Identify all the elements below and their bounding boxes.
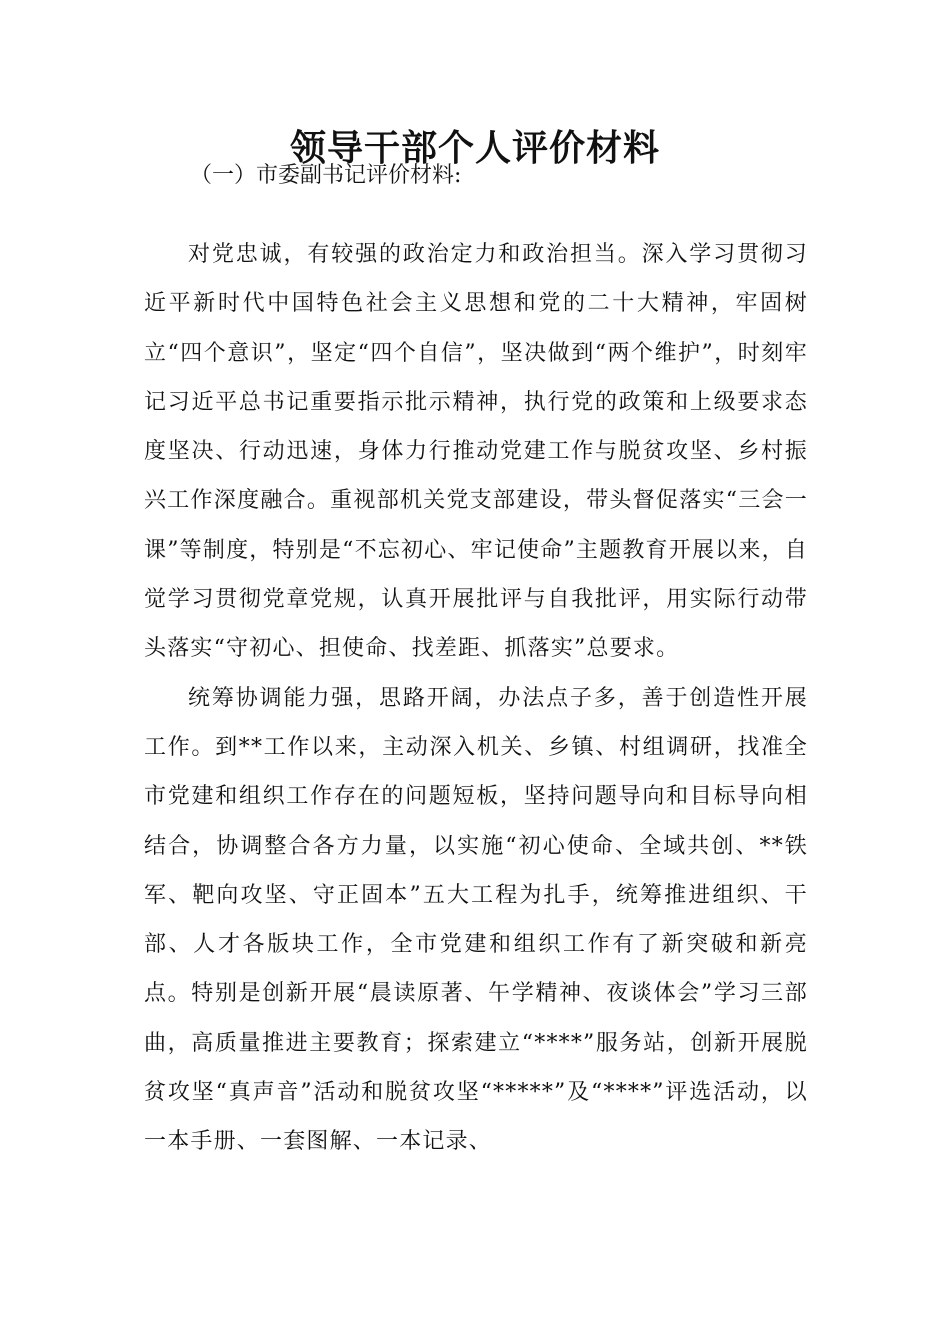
document-title: 领导干部个人评价材料	[289, 127, 660, 169]
paragraph-2: 统筹协调能力强，思路开阔，办法点子多，善于创造性开展工作。到**工作以来，主动深入机关、乡镇、村组调研，找准全市党建和组织工作存在的问题短板，坚持问题导向和目标导向相结合，协调整合各方力量，以实施“初心使命、全域共创、**铁军、靶向攻坚、守正固本”五大工程为扎手，统筹推进组织、干部、人才各版块工作，全市党建和组织工作有了新突破和新亮点。特别是创新开展“晨读原著、午学精神、夜谈体会”学习三部曲，高质量推进主要教育；探索建立“****”服务站，创新开展脱贫攻坚“真声音”活动和脱贫攻坚“*****”及“****”评选活动，以一本手册、一套图解、一本记录、	[144, 685, 808, 1155]
document-body	[144, 230, 808, 1167]
paragraph-1: 对党忠诚，有较强的政治定力和政治担当。深入学习贯彻习近平新时代中国特色社会主义思想和党的二十大精神，牢固树立“四个意识”，坚定“四个自信”，坚决做到“两个维护”，时刻牢记习近平总书记重要指示批示精神，执行党的政策和上级要求态度坚决、行动迅速，身体力行推动党建工作与脱贫攻坚、乡村振兴工作深度融合。重视部机关党支部建设，带头督促落实“三会一课”等制度，特别是“不忘初心、牢记使命”主题教育开展以来，自觉学习贯彻党章党规，认真开展批评与自我批评，用实际行动带头落实“守初心、担使命、找差距、抓落实”总要求。	[144, 242, 808, 662]
section-heading: （一）市委副书记评价材料:	[190, 163, 462, 188]
